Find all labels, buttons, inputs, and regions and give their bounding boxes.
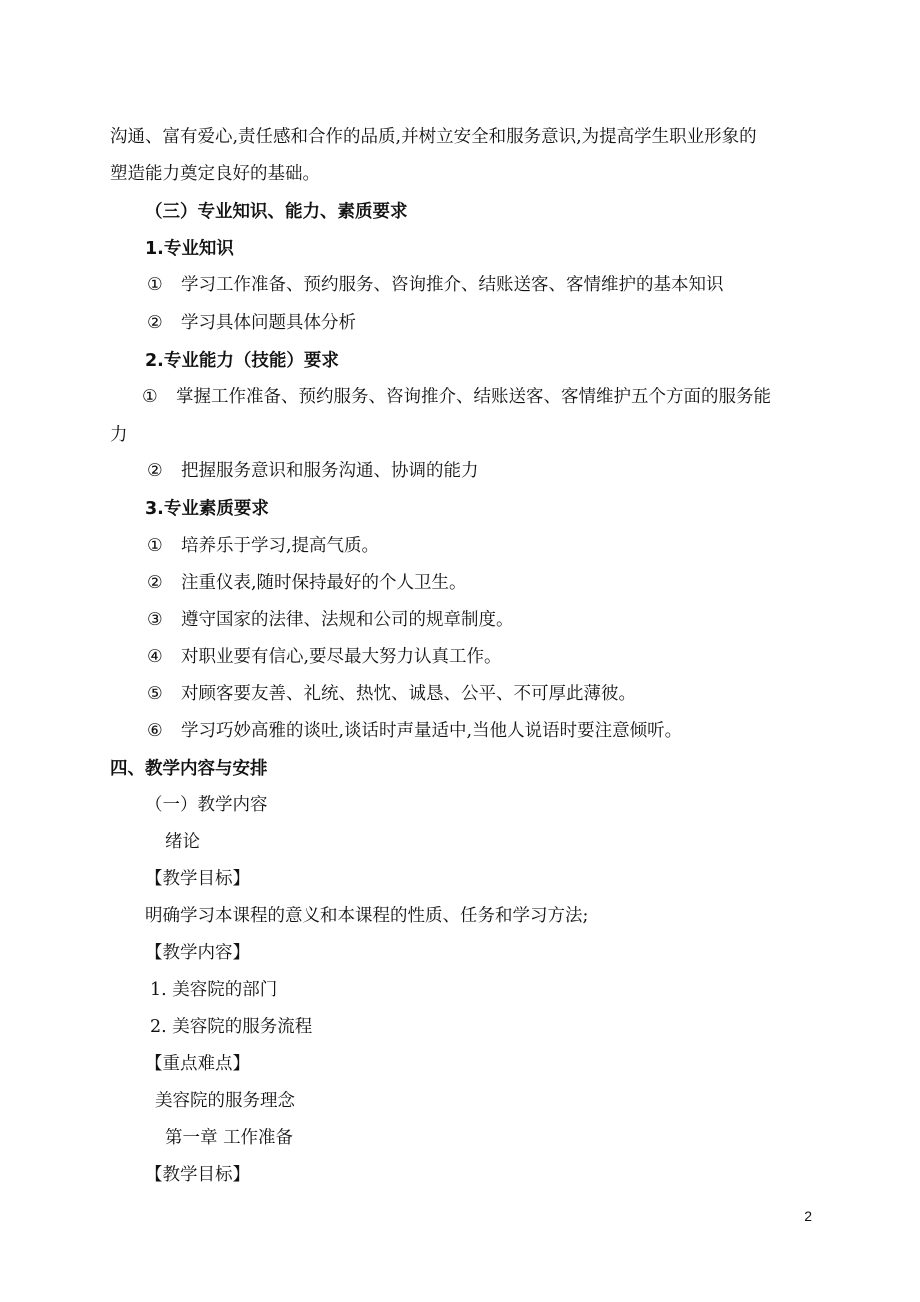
goal-label: 【教学目标】	[145, 869, 250, 889]
content-label: 【教学内容】	[145, 943, 250, 963]
key-points-text: 美容院的服务理念	[155, 1091, 295, 1111]
knowledge-title: 1.专业知识	[145, 239, 234, 259]
list-item-continuation: 力	[110, 425, 128, 445]
list-item: ① 学习工作准备、预约服务、咨询推介、结账送客、客情维护的基本知识	[147, 275, 724, 295]
list-item: ④ 对职业要有信心,要尽最大努力认真工作。	[147, 647, 502, 667]
goal-label: 【教学目标】	[145, 1165, 250, 1185]
chapter-title: 绪论	[165, 832, 200, 852]
list-item: ⑥ 学习巧妙高雅的谈吐,谈话时声量适中,当他人说语时要注意倾听。	[147, 721, 683, 741]
intro-line-2: 塑造能力奠定良好的基础。	[110, 164, 320, 184]
list-item: ⑤ 对顾客要友善、礼统、热忱、诚恳、公平、不可厚此薄彼。	[147, 684, 636, 704]
section-3-title: （三）专业知识、能力、素质要求	[145, 202, 408, 222]
subsection-title: （一）教学内容	[145, 795, 268, 815]
key-points-label: 【重点难点】	[145, 1054, 250, 1074]
section-4-title: 四、教学内容与安排	[110, 759, 268, 779]
intro-line-1: 沟通、富有爱心,责任感和合作的品质,并树立安全和服务意识,为提高学生职业形象的	[110, 127, 757, 147]
list-item: ② 学习具体问题具体分析	[147, 313, 356, 333]
list-item: ① 掌握工作准备、预约服务、咨询推介、结账送客、客情维护五个方面的服务能	[142, 387, 771, 407]
page-number: 2	[804, 1208, 812, 1224]
quality-title: 3.专业素质要求	[145, 499, 269, 519]
list-item: 1. 美容院的部门	[150, 980, 278, 1000]
list-item: 2. 美容院的服务流程	[150, 1017, 313, 1037]
list-item: ③ 遵守国家的法律、法规和公司的规章制度。	[147, 610, 514, 630]
chapter-title: 第一章 工作准备	[165, 1128, 294, 1148]
goal-text: 明确学习本课程的意义和本课程的性质、任务和学习方法;	[145, 906, 589, 926]
list-item: ① 培养乐于学习,提高气质。	[147, 536, 380, 556]
ability-title: 2.专业能力（技能）要求	[145, 351, 339, 371]
list-item: ② 注重仪表,随时保持最好的个人卫生。	[147, 573, 467, 593]
list-item: ② 把握服务意识和服务沟通、协调的能力	[147, 461, 479, 481]
